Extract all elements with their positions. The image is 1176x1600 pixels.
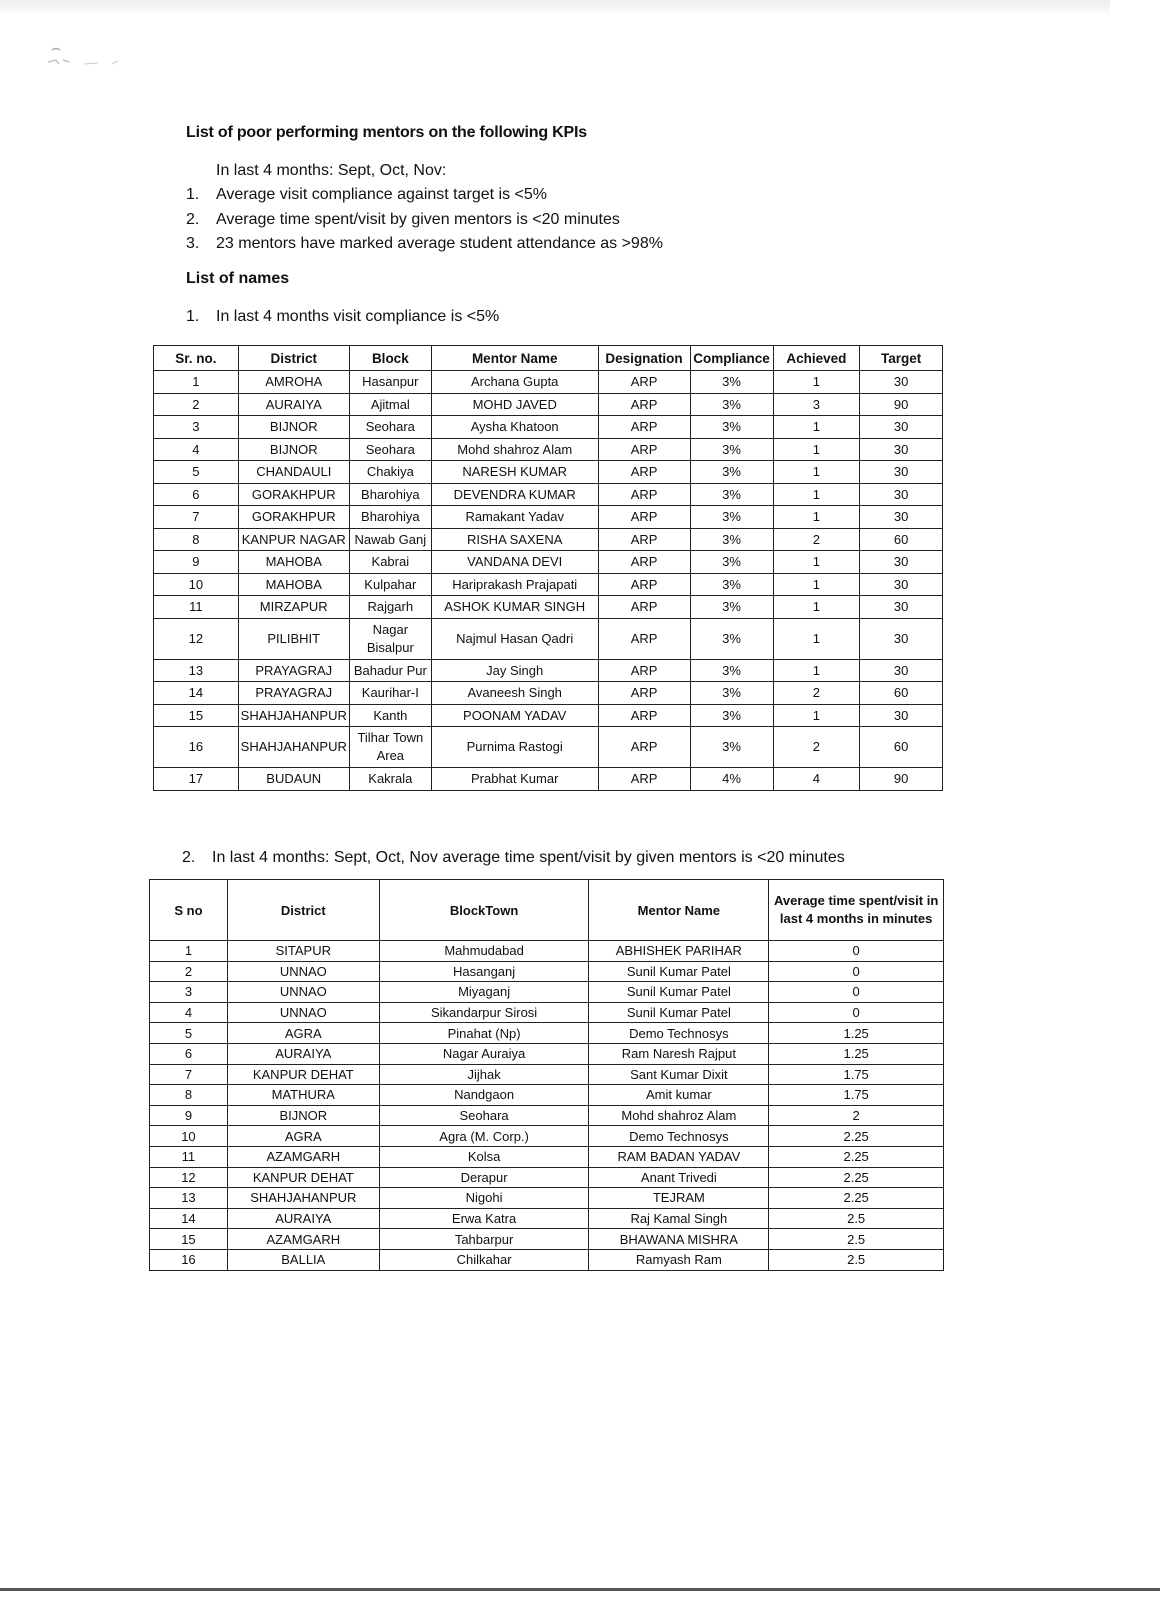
column-header: District (238, 346, 349, 371)
table-cell: Chakiya (349, 461, 431, 484)
table-row (154, 659, 943, 682)
table-cell: 7 (150, 1064, 228, 1085)
table-cell: 2.5 (769, 1229, 944, 1250)
table-cell: ARP (598, 704, 690, 727)
table-cell: 0 (769, 941, 944, 962)
table-cell: 3% (690, 704, 773, 727)
section2-title: 2. In last 4 months: Sept, Oct, Nov average time spent/visit by given mentors is <20 minutes (182, 849, 845, 866)
table-cell: 1 (154, 371, 239, 394)
table-cell: Mahmudabad (379, 941, 589, 962)
table-cell: Purnima Rastogi (431, 727, 598, 768)
table-cell: 30 (860, 551, 943, 574)
table-cell: 0 (769, 1002, 944, 1023)
table-cell: 0 (769, 961, 944, 982)
table-cell: Sant Kumar Dixit (589, 1064, 769, 1085)
scan-artifact-mark (44, 44, 144, 74)
table-row (150, 1023, 944, 1044)
table-row (154, 528, 943, 551)
table-row (154, 551, 943, 574)
table-cell: ARP (598, 618, 690, 659)
table-cell: CHANDAULI (238, 461, 349, 484)
table-cell: Sikandarpur Sirosi (379, 1002, 589, 1023)
table-cell: PILIBHIT (238, 618, 349, 659)
table-cell: 15 (154, 704, 239, 727)
table-cell: 1 (773, 483, 860, 506)
table-cell: Tilhar Town Area (349, 727, 431, 768)
table-cell: Nigohi (379, 1188, 589, 1209)
table-cell: ABHISHEK PARIHAR (589, 941, 769, 962)
table-cell: 2.5 (769, 1249, 944, 1270)
table-cell: Sunil Kumar Patel (589, 982, 769, 1003)
table-cell: Chilkahar (379, 1249, 589, 1270)
table-cell: 17 (154, 768, 239, 791)
table-cell: Archana Gupta (431, 371, 598, 394)
table-cell: ARP (598, 551, 690, 574)
table-cell: ARP (598, 682, 690, 705)
table-cell: 4 (150, 1002, 228, 1023)
table-cell: 3% (690, 727, 773, 768)
table-cell: 3% (690, 551, 773, 574)
table-cell: 2 (150, 961, 228, 982)
table-row (150, 1105, 944, 1126)
table-cell: 3 (150, 982, 228, 1003)
column-header: Target (860, 346, 943, 371)
table-row (150, 1188, 944, 1209)
table-cell: ARP (598, 727, 690, 768)
table-cell: Seohara (379, 1105, 589, 1126)
kpi-item: 3. 23 mentors have marked average student attendance as >98% (186, 235, 663, 252)
table-cell: Sunil Kumar Patel (589, 1002, 769, 1023)
table-cell: Nawab Ganj (349, 528, 431, 551)
kpi-item: 1. Average visit compliance against target is <5% (186, 186, 547, 203)
table-cell: 1 (773, 416, 860, 439)
table-cell: 1 (150, 941, 228, 962)
table-cell: AZAMGARH (227, 1229, 379, 1250)
table-cell: 10 (154, 573, 239, 596)
table-row (154, 483, 943, 506)
table-cell: Jijhak (379, 1064, 589, 1085)
table-cell: 13 (150, 1188, 228, 1209)
table-row (150, 1002, 944, 1023)
table-cell: RAM BADAN YADAV (589, 1146, 769, 1167)
column-header: Designation (598, 346, 690, 371)
table-row (154, 704, 943, 727)
table-row (154, 461, 943, 484)
table-cell: 4 (773, 768, 860, 791)
table-cell: MATHURA (227, 1085, 379, 1106)
table-row (154, 371, 943, 394)
table-cell: 3% (690, 461, 773, 484)
table-cell: UNNAO (227, 982, 379, 1003)
table-row (154, 393, 943, 416)
table-cell: Seohara (349, 416, 431, 439)
table-cell: 30 (860, 506, 943, 529)
table-cell: 1 (773, 461, 860, 484)
table-cell: 1.25 (769, 1023, 944, 1044)
column-header: Mentor Name (589, 880, 769, 941)
table-cell: 1 (773, 659, 860, 682)
scan-bottom-edge (0, 1588, 1160, 1591)
table-row (150, 1146, 944, 1167)
table-row (150, 1043, 944, 1064)
table-cell: Raj Kamal Singh (589, 1208, 769, 1229)
table-cell: MOHD JAVED (431, 393, 598, 416)
table-cell: BHAWANA MISHRA (589, 1229, 769, 1250)
column-header: Average time spent/visit in last 4 months in minutes (769, 880, 944, 941)
table-cell: 8 (150, 1085, 228, 1106)
table-cell: ARP (598, 371, 690, 394)
table-cell: AGRA (227, 1126, 379, 1147)
table-cell: 15 (150, 1229, 228, 1250)
table-cell: KANPUR NAGAR (238, 528, 349, 551)
table-cell: 9 (150, 1105, 228, 1126)
table-cell: 2.5 (769, 1208, 944, 1229)
table-cell: MAHOBA (238, 551, 349, 574)
table-cell: 0 (769, 982, 944, 1003)
table-cell: KANPUR DEHAT (227, 1064, 379, 1085)
table-row (150, 982, 944, 1003)
table-cell: Ramyash Ram (589, 1249, 769, 1270)
table-row (150, 1208, 944, 1229)
table-cell: Kulpahar (349, 573, 431, 596)
table-cell: 5 (150, 1023, 228, 1044)
table-cell: 3% (690, 506, 773, 529)
kpi-list (186, 186, 663, 260)
table-cell: AMROHA (238, 371, 349, 394)
table-cell: ARP (598, 416, 690, 439)
table-cell: 2 (773, 682, 860, 705)
column-header: Compliance (690, 346, 773, 371)
table-cell: 90 (860, 393, 943, 416)
table-cell: ARP (598, 573, 690, 596)
table-cell: SITAPUR (227, 941, 379, 962)
table-row (150, 961, 944, 982)
table-cell: 16 (154, 727, 239, 768)
table-cell: 30 (860, 704, 943, 727)
table-cell: 60 (860, 528, 943, 551)
table-cell: Prabhat Kumar (431, 768, 598, 791)
table-cell: 30 (860, 659, 943, 682)
column-header: Mentor Name (431, 346, 598, 371)
table-cell: 1 (773, 618, 860, 659)
table-cell: Nandgaon (379, 1085, 589, 1106)
table-cell: 2.25 (769, 1126, 944, 1147)
names-heading: List of names (186, 270, 290, 287)
table-cell: Kolsa (379, 1146, 589, 1167)
table-row (154, 596, 943, 619)
table-cell: BUDAUN (238, 768, 349, 791)
table-cell: 30 (860, 438, 943, 461)
table-cell: Agra (M. Corp.) (379, 1126, 589, 1147)
table-row (154, 682, 943, 705)
table-cell: 13 (154, 659, 239, 682)
table-cell: 1 (773, 573, 860, 596)
table-cell: PRAYAGRAJ (238, 659, 349, 682)
table-cell: BALLIA (227, 1249, 379, 1270)
table-cell: 3 (773, 393, 860, 416)
table-cell: Sunil Kumar Patel (589, 961, 769, 982)
column-header: Achieved (773, 346, 860, 371)
table-cell: PRAYAGRAJ (238, 682, 349, 705)
table-row (154, 727, 943, 768)
table-cell: 60 (860, 727, 943, 768)
table-cell: VANDANA DEVI (431, 551, 598, 574)
table-cell: DEVENDRA KUMAR (431, 483, 598, 506)
table-cell: AURAIYA (227, 1208, 379, 1229)
table-row (150, 1126, 944, 1147)
table-cell: MAHOBA (238, 573, 349, 596)
kpi-item: 2. Average time spent/visit by given mentors is <20 minutes (186, 210, 620, 228)
table-cell: Aysha Khatoon (431, 416, 598, 439)
table-cell: Seohara (349, 438, 431, 461)
table-row (150, 1229, 944, 1250)
table-cell: 8 (154, 528, 239, 551)
table-cell: ARP (598, 528, 690, 551)
table-cell: ARP (598, 393, 690, 416)
table-cell: 10 (150, 1126, 228, 1147)
table-cell: 1.75 (769, 1064, 944, 1085)
table-cell: 4% (690, 768, 773, 791)
table-row (150, 1167, 944, 1188)
table-cell: ARP (598, 768, 690, 791)
table-row (154, 416, 943, 439)
table-header-row (150, 880, 944, 941)
table-cell: 3% (690, 483, 773, 506)
table-cell: 1 (773, 704, 860, 727)
table-cell: 2 (773, 528, 860, 551)
table-cell: Bharohiya (349, 506, 431, 529)
table-cell: 30 (860, 416, 943, 439)
table-row (154, 573, 943, 596)
table-cell: Nagar Auraiya (379, 1043, 589, 1064)
table-cell: Nagar Bisalpur (349, 618, 431, 659)
table-row (150, 1249, 944, 1270)
compliance-table (153, 345, 943, 791)
table-cell: Anant Trivedi (589, 1167, 769, 1188)
table-cell: Ram Naresh Rajput (589, 1043, 769, 1064)
table-cell: Kanth (349, 704, 431, 727)
table-cell: KANPUR DEHAT (227, 1167, 379, 1188)
table-cell: Mohd shahroz Alam (431, 438, 598, 461)
column-header: BlockTown (379, 880, 589, 941)
table-cell: ARP (598, 438, 690, 461)
table-cell: 6 (154, 483, 239, 506)
table-cell: 2 (773, 727, 860, 768)
table-cell: Demo Technosys (589, 1126, 769, 1147)
table-cell: SHAHJAHANPUR (227, 1188, 379, 1209)
table-cell: BIJNOR (238, 438, 349, 461)
table-cell: 11 (154, 596, 239, 619)
table-cell: 1.25 (769, 1043, 944, 1064)
table-cell: 30 (860, 371, 943, 394)
table-cell: TEJRAM (589, 1188, 769, 1209)
table-cell: 60 (860, 682, 943, 705)
table-cell: 3 (154, 416, 239, 439)
table-cell: 1 (773, 371, 860, 394)
table-cell: SHAHJAHANPUR (238, 727, 349, 768)
table-cell: 3% (690, 573, 773, 596)
table-cell: 2.25 (769, 1188, 944, 1209)
table-cell: ARP (598, 596, 690, 619)
table-cell: GORAKHPUR (238, 506, 349, 529)
table-cell: 3% (690, 371, 773, 394)
table-cell: 3% (690, 659, 773, 682)
table-cell: RISHA SAXENA (431, 528, 598, 551)
table-cell: 6 (150, 1043, 228, 1064)
table-cell: Jay Singh (431, 659, 598, 682)
table-cell: UNNAO (227, 961, 379, 982)
table-cell: Amit kumar (589, 1085, 769, 1106)
table-cell: Bharohiya (349, 483, 431, 506)
column-header: District (227, 880, 379, 941)
table-cell: 2.25 (769, 1167, 944, 1188)
table-cell: 14 (150, 1208, 228, 1229)
table-cell: 30 (860, 573, 943, 596)
table-cell: 30 (860, 461, 943, 484)
table-cell: 3% (690, 618, 773, 659)
table-cell: Derapur (379, 1167, 589, 1188)
table-cell: 30 (860, 483, 943, 506)
table-cell: 16 (150, 1249, 228, 1270)
scan-top-shadow (0, 0, 1110, 14)
section1-title: 1. In last 4 months visit compliance is <5% (186, 308, 500, 325)
table-cell: Erwa Katra (379, 1208, 589, 1229)
table-cell: 11 (150, 1146, 228, 1167)
kpi-intro: In last 4 months: Sept, Oct, Nov: (216, 162, 447, 179)
table-cell: UNNAO (227, 1002, 379, 1023)
column-header: Sr. no. (154, 346, 239, 371)
table-cell: 1 (773, 506, 860, 529)
table-cell: Ajitmal (349, 393, 431, 416)
table-cell: 30 (860, 618, 943, 659)
table-cell: Avaneesh Singh (431, 682, 598, 705)
table-cell: ARP (598, 483, 690, 506)
table-cell: 3% (690, 438, 773, 461)
table-cell: 1.75 (769, 1085, 944, 1106)
table-cell: POONAM YADAV (431, 704, 598, 727)
table-cell: Miyaganj (379, 982, 589, 1003)
table-cell: 14 (154, 682, 239, 705)
table-cell: 2.25 (769, 1146, 944, 1167)
table-row (154, 506, 943, 529)
table-cell: BIJNOR (238, 416, 349, 439)
table-cell: Tahbarpur (379, 1229, 589, 1250)
table-cell: 7 (154, 506, 239, 529)
table-cell: 1 (773, 596, 860, 619)
table-cell: ARP (598, 506, 690, 529)
table-cell: Bahadur Pur (349, 659, 431, 682)
table-cell: ASHOK KUMAR SINGH (431, 596, 598, 619)
table-cell: MIRZAPUR (238, 596, 349, 619)
table-cell: 3% (690, 596, 773, 619)
table-row (150, 1064, 944, 1085)
table-cell: Mohd shahroz Alam (589, 1105, 769, 1126)
table-cell: 30 (860, 596, 943, 619)
table-cell: 9 (154, 551, 239, 574)
table-cell: Najmul Hasan Qadri (431, 618, 598, 659)
table-cell: Demo Technosys (589, 1023, 769, 1044)
table-cell: 90 (860, 768, 943, 791)
document-heading: List of poor performing mentors on the following KPIs (186, 124, 587, 141)
table-cell: ARP (598, 461, 690, 484)
table-cell: 3% (690, 682, 773, 705)
table-cell: 1 (773, 438, 860, 461)
table-cell: ARP (598, 659, 690, 682)
table-cell: Rajgarh (349, 596, 431, 619)
table-cell: 3% (690, 393, 773, 416)
column-header: S no (150, 880, 228, 941)
table-cell: AGRA (227, 1023, 379, 1044)
table-cell: AURAIYA (238, 393, 349, 416)
table-cell: AZAMGARH (227, 1146, 379, 1167)
table-row (150, 941, 944, 962)
table-cell: Pinahat (Np) (379, 1023, 589, 1044)
table-cell: Hariprakash Prajapati (431, 573, 598, 596)
table-row (154, 768, 943, 791)
column-header: Block (349, 346, 431, 371)
table-cell: 3% (690, 416, 773, 439)
table-cell: 3% (690, 528, 773, 551)
table-cell: 2 (154, 393, 239, 416)
table-cell: 2 (769, 1105, 944, 1126)
table-cell: BIJNOR (227, 1105, 379, 1126)
table-cell: 4 (154, 438, 239, 461)
table-cell: Kabrai (349, 551, 431, 574)
table-cell: NARESH KUMAR (431, 461, 598, 484)
table-row (154, 438, 943, 461)
table-cell: 5 (154, 461, 239, 484)
table-header-row (154, 346, 943, 371)
table-cell: 12 (154, 618, 239, 659)
table-cell: Hasanganj (379, 961, 589, 982)
table-cell: SHAHJAHANPUR (238, 704, 349, 727)
time-spent-table (149, 879, 944, 1271)
table-cell: 1 (773, 551, 860, 574)
table-cell: 12 (150, 1167, 228, 1188)
table-cell: Kaurihar-I (349, 682, 431, 705)
table-cell: Ramakant Yadav (431, 506, 598, 529)
table-row (154, 618, 943, 659)
table-row (150, 1085, 944, 1106)
table-cell: GORAKHPUR (238, 483, 349, 506)
table-cell: Hasanpur (349, 371, 431, 394)
table-cell: Kakrala (349, 768, 431, 791)
table-cell: AURAIYA (227, 1043, 379, 1064)
